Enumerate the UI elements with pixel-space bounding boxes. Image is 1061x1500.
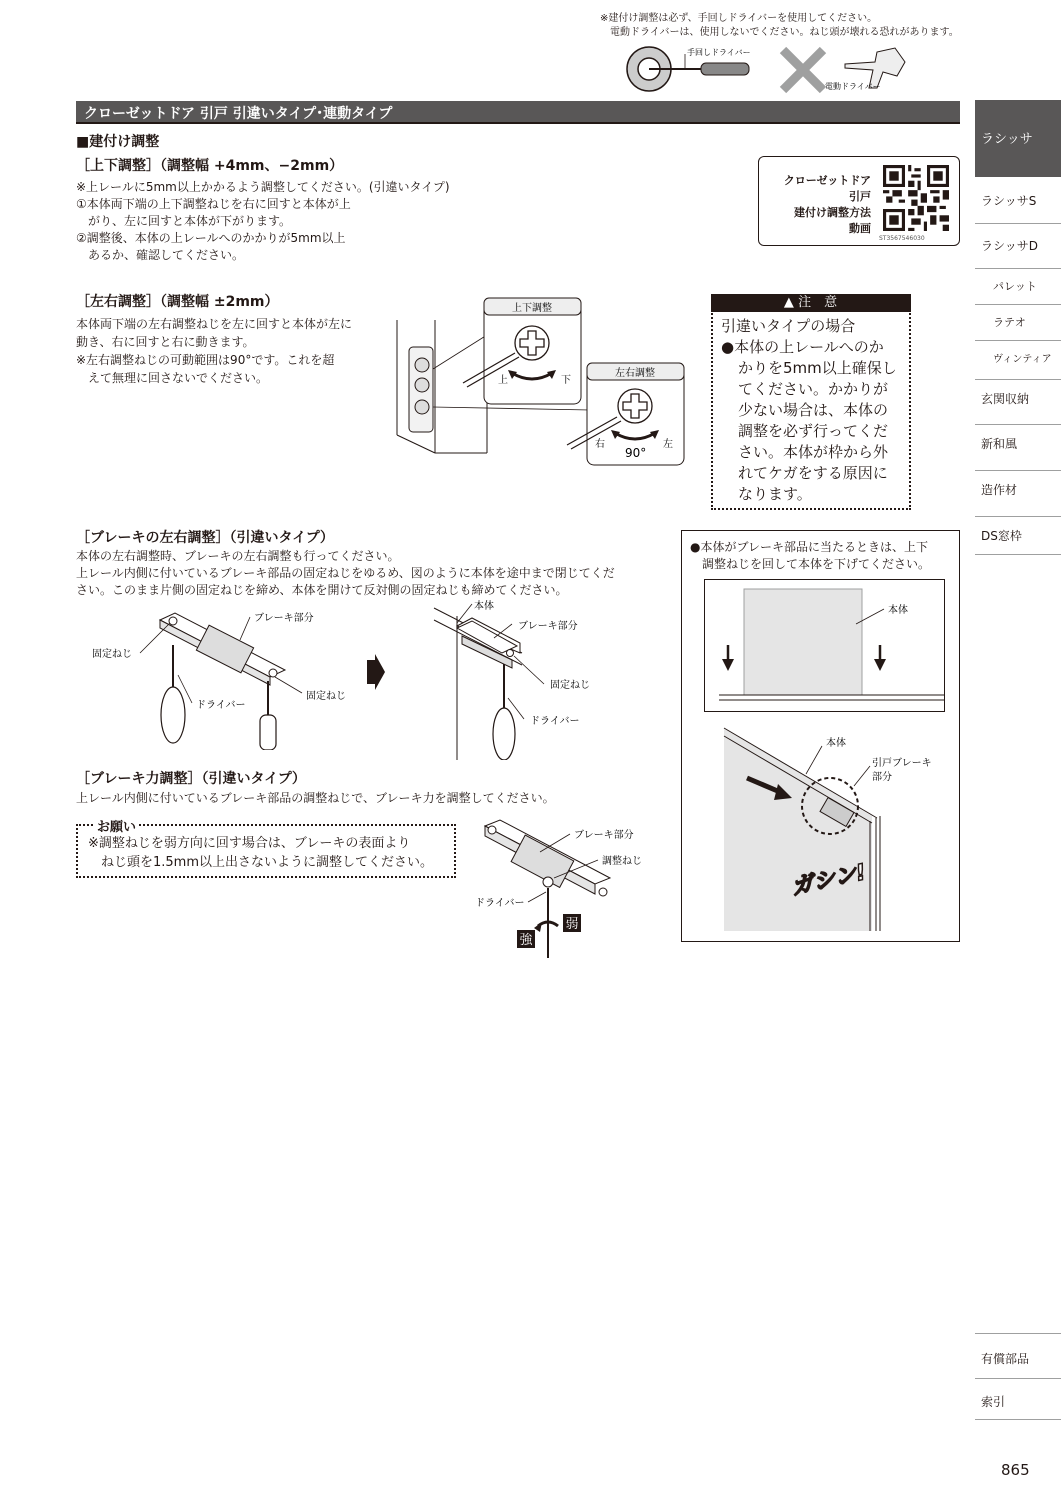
text-line: 動き、右に回すと右に動きます。 <box>76 335 255 349</box>
brake-part-label: ブレーキ部分 <box>574 830 634 841</box>
caution-line: 引違いタイプの場合 <box>721 317 856 335</box>
sidebar-item-vintia[interactable] <box>975 341 1061 380</box>
caution-line: れてケガをする原因に <box>738 464 888 482</box>
sidebar-item-label: 造作材 <box>981 483 1018 497</box>
body-label: 本体 <box>826 738 846 749</box>
request-line: ※調整ねじを弱方向に回す場合は、ブレーキの表面より <box>88 836 411 851</box>
sidebar-item-ds-window-frame[interactable] <box>975 517 1061 555</box>
page-number: 865 <box>1001 1461 1030 1479</box>
adjust-screw-label: 調整ねじ <box>602 856 642 867</box>
brake-fix-screw-diagram-1 <box>90 605 360 750</box>
request-line: ねじ頭を1.5mm以上出さないように調整してください。 <box>88 855 434 870</box>
brake-label: 部分 <box>872 772 892 783</box>
adjust-screw-diagram <box>395 295 690 470</box>
caution-box <box>711 294 911 510</box>
electric-driver-label: 電動ドライバー <box>825 82 881 91</box>
text-line: がり、左に回すと本体が下がります。 <box>76 214 292 228</box>
sidebar-item-entrance-storage[interactable] <box>975 380 1061 425</box>
text-line: 本体の左右調整時、ブレーキの左右調整も行ってください。 <box>76 549 400 563</box>
qr-line: 動画 <box>849 222 871 235</box>
fix-screw-label: 固定ねじ <box>92 649 132 660</box>
text-line: あるか、確認してください。 <box>76 248 245 262</box>
caution-line: てください。かかりが <box>738 380 889 398</box>
text-line: ※上レールに5mm以上かかるよう調整してください。(引違いタイプ) <box>76 180 450 194</box>
sidebar-item-label: 索引 <box>981 1395 1006 1409</box>
sidebar-item-lacissa-s[interactable] <box>975 177 1061 224</box>
brake-lateral-text <box>76 548 666 599</box>
caution-line: さい。本体が枠から外 <box>738 443 889 461</box>
right-label: 右 <box>595 439 605 450</box>
text-line: ①本体両下端の上下調整ねじを右に回すと本体が上 <box>76 197 351 211</box>
heading-main: ■建付け調整 <box>76 134 160 150</box>
top-note-line1: ※建付け調整は必ず、手回しドライバーを使用してください。 <box>600 13 878 24</box>
leftright-label: 左右調整 <box>615 368 655 379</box>
weak-label: 弱 <box>565 917 579 932</box>
caution-line: なります。 <box>738 485 812 503</box>
info-line: ●本体がブレーキ部品に当たるときは、上下 <box>690 540 928 554</box>
caution-header <box>711 294 911 312</box>
top-note <box>600 12 960 40</box>
brake-force-title: ［ブレーキ力調整］（引違いタイプ） <box>76 771 306 787</box>
sidebar-item-label: ヴィンティア <box>993 354 1052 365</box>
sidebar-item-lacissa-d[interactable] <box>975 224 1061 269</box>
sidebar-item-label: 有償部品 <box>981 1352 1030 1366</box>
fix-screw-label: 固定ねじ <box>306 691 346 702</box>
brake-lateral-title: ［ブレーキの左右調整］（引違いタイプ） <box>76 530 334 546</box>
driver-usage-illustration <box>615 42 915 94</box>
qr-line: 引戸 <box>849 190 871 203</box>
brake-force-text: 上レール内側に付いているブレーキ部品の調整ねじで、ブレーキ力を調整してください。 <box>76 791 555 805</box>
sidebar-active-label: ラシッサ <box>981 132 1033 147</box>
qr-id: ST3567546030 <box>879 235 925 242</box>
qr-text <box>784 173 871 237</box>
driver-label: ドライバー <box>530 716 580 727</box>
sidebar-item-lacissa-active[interactable] <box>975 100 1061 177</box>
brake-label: 引戸ブレーキ <box>872 758 932 769</box>
brake-part-label: ブレーキ部分 <box>254 613 314 624</box>
section-title-bar <box>76 101 960 124</box>
info-box <box>681 530 960 942</box>
arrow-right-icon <box>367 654 387 690</box>
section-title: クローゼットドア 引戸 引違いタイプ･連動タイプ <box>84 106 393 122</box>
sidebar-item-paid-parts[interactable] <box>975 1333 1061 1379</box>
warning-icon: ▲ <box>783 295 799 310</box>
door-lowering-diagram <box>704 579 946 713</box>
updown-label: 上下調整 <box>512 303 552 314</box>
driver-label: ドライバー <box>475 898 525 909</box>
sidebar-item-lateo[interactable] <box>975 305 1061 341</box>
sidebar-item-label: 新和風 <box>981 437 1018 451</box>
caution-line: かりを5mm以上確保し <box>738 359 897 377</box>
top-note-line2: 電動ドライバーは、使用しないでください。ねじ頭が壊れる恐れがあります。 <box>610 27 959 38</box>
brake-force-diagram <box>470 818 650 958</box>
sidebar-item-shinwafu[interactable] <box>975 425 1061 471</box>
left-label: 左 <box>663 439 673 450</box>
fix-screw-label: 固定ねじ <box>550 680 590 691</box>
text-line: えて無理に回さないでください。 <box>76 371 269 385</box>
caution-head-label: 注 意 <box>798 295 838 310</box>
vertical-adjust-title: ［上下調整］（調整幅 +4mm、−2mm） <box>76 158 344 174</box>
request-body <box>88 834 433 872</box>
qr-video-box[interactable] <box>758 156 960 246</box>
sidebar-item-palette[interactable] <box>975 269 1061 305</box>
qr-line: 建付け調整方法 <box>794 206 871 219</box>
info-line: 調整ねじを回して本体を下げてください。 <box>690 557 931 571</box>
text-line: 上レール内側に付いているブレーキ部品の固定ねじをゆるめ、図のように本体を途中まで閉じてくだ <box>76 566 615 580</box>
brake-collision-diagram <box>722 726 958 931</box>
sidebar-item-label: パレット <box>993 280 1037 293</box>
caution-line: 調整を必ず行ってくだ <box>738 422 889 440</box>
info-text <box>690 539 958 573</box>
lateral-adjust-text <box>76 315 386 387</box>
driver-label: ドライバー <box>196 700 246 711</box>
text-line: ※左右調整ねじの可動範囲は90°です。これを超 <box>76 353 335 367</box>
text-line: ②調整後、本体の上レールへのかかりが5mm以上 <box>76 231 346 245</box>
caution-line: ●本体の上レールへのか <box>721 338 884 356</box>
qr-line: クローゼットドア <box>783 174 871 187</box>
caution-body <box>721 316 907 505</box>
down-label: 下 <box>561 375 571 386</box>
text-line: 本体両下端の左右調整ねじを左に回すと本体が左に <box>76 317 353 331</box>
body-label: 本体 <box>474 601 494 612</box>
sidebar-item-label: ラシッサS <box>981 194 1037 208</box>
brake-part-label: ブレーキ部分 <box>518 621 578 632</box>
deg-label: 90° <box>625 446 647 460</box>
sidebar-item-label: ラシッサD <box>981 239 1039 253</box>
hand-driver-label: 手回しドライバー <box>687 48 751 57</box>
strong-label: 強 <box>519 933 533 948</box>
sidebar-item-zousakuzai[interactable] <box>975 471 1061 517</box>
lateral-adjust-title: ［左右調整］（調整幅 ±2mm） <box>76 294 279 310</box>
sidebar-item-index[interactable] <box>975 1379 1061 1420</box>
sidebar-item-label: DS窓枠 <box>981 529 1022 543</box>
sidebar-item-label: ラテオ <box>993 316 1026 329</box>
brake-fix-screw-diagram-2 <box>432 598 647 760</box>
text-line: さい。このまま片側の固定ねじを締め、本体を開けて反対側の固定ねじも締めてください。 <box>76 583 568 597</box>
qr-code-icon[interactable] <box>883 165 949 231</box>
sidebar-item-label: 玄関収納 <box>981 392 1030 406</box>
up-label: 上 <box>498 375 508 386</box>
request-title: お願い <box>94 816 139 835</box>
request-box <box>76 820 456 878</box>
sfx-label: ガシン! <box>789 860 869 901</box>
vertical-adjust-text <box>76 179 496 264</box>
body-label: 本体 <box>888 605 908 616</box>
caution-line: 少ない場合は、本体の <box>738 401 889 419</box>
